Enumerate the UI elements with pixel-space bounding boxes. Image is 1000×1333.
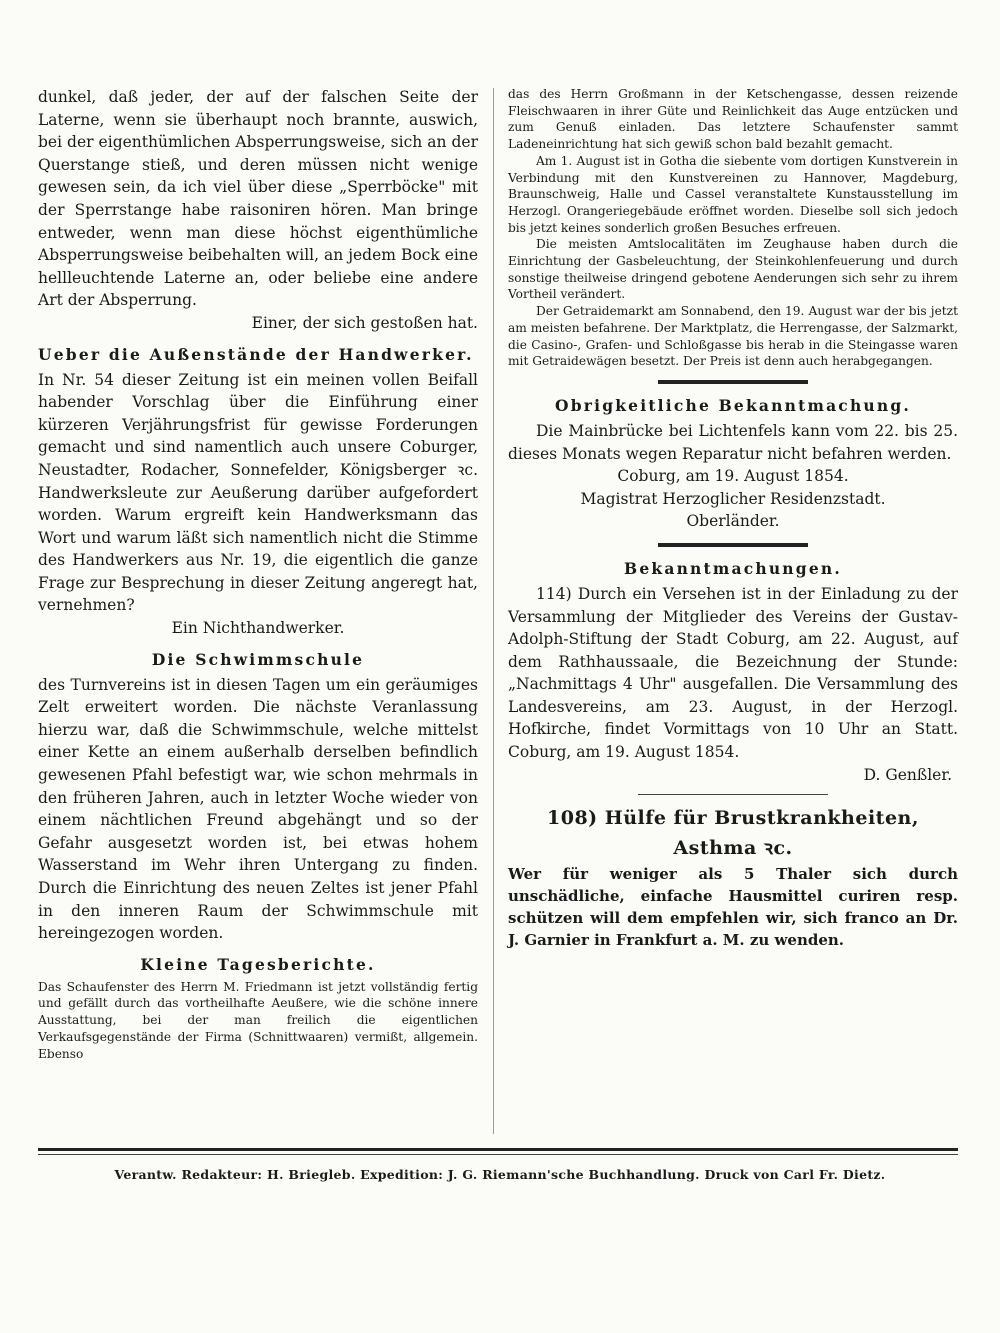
imprint-line: Verantw. Redakteur: H. Briegleb. Expedition: J. G. Riemann'sche Buchhandlung. Druck von Carl Fr. Dietz. [114,1167,886,1182]
notice-paragraph: Die Mainbrücke bei Lichtenfels kann vom 22. bis 25. dieses Monats wegen Reparatur nicht befahren werden. [508,421,958,463]
notice-signature: Oberländer. [686,512,780,531]
section-rule [658,380,808,384]
article-paragraph: das des Herrn Großmann in der Ketschengasse, dessen reizende Fleischwaaren in ihrer Güte und Reinlichkeit das Auge entzücken und zum Genuß einladen. Das letztere Schaufenster sammt Ladeneinrichtung hat sich gewiß schon bald bezahlt gemacht. [508,87,958,152]
advertisement-subheadline: Asthma ꝛc. [673,837,793,860]
article-paragraph: In Nr. 54 dieser Zeitung ist ein meinen vollen Beifall habender Vorschlag über die Einführung einer kürzeren Verjährungsfrist für gewisse Forderungen gemacht und sind namentlich auch unsere Coburger, Neustadter, Rodacher, Sonnefelder, Königsberger ꝛc. Handwerksleute zur Aeußerung darüber aufgefordert worden. Warum ergreift kein Handwerksmann das Wort und warum läßt sich namentlich nicht die Stimme des Handwerkers aus Nr. 19, die eigentlich die ganze Frage zur Besprechung in dieser Zeitung angeregt hat, vernehmen? [38,370,478,615]
left-column [38,86,478,1062]
section-rule [638,794,828,795]
notice-signature: D. Genßler. [863,765,952,784]
footer-rule [38,1148,958,1151]
right-column [508,86,958,951]
section-rule [658,543,808,547]
article-signature: Ein Nichthandwerker. [171,619,345,638]
article-paragraph: Am 1. August ist in Gotha die siebente vom dortigen Kunstverein in Verbindung mit den Kunstvereinen zu Hannover, Magdeburg, Braunschweig, Halle und Cassel veranstaltete Kunstausstellung im Herzogl. Orangeriegebäude eröffnet worden. Dieselbe soll sich jedoch bis jetzt keines sonderlich großen Besuches erfreuen. [508,153,958,235]
column-divider [493,88,494,1134]
article-heading: Kleine Tagesberichte. [140,954,376,974]
notice-authority: Magistrat Herzoglicher Residenzstadt. [580,489,886,508]
section-heading: Obrigkeitliche Bekanntmachung. [555,395,911,415]
notice-paragraph: 114) Durch ein Versehen ist in der Einladung zu der Versammlung der Mitglieder des Vereins der Gustav-Adolph-Stiftung der Stadt Coburg, am 22. August, auf dem Rathhaussaale, die Bezeichnung der Stunde: „Nachmittags 4 Uhr" ausgefallen. Die Versammlung des Landesvereins, am 23. August, in der Herzogl. Hofkirche, findet Vormittags von 10 Uhr an Statt. Coburg, am 19. August 1854. [508,584,958,762]
article-paragraph: Die meisten Amtslocalitäten im Zeughause haben durch die Einrichtung der Gasbeleuchtung, der Steinkohlenfeuerung und durch sonstige theilweise dringend gebotene Aenderungen sich sehr zu ihrem Vortheil verändert. [508,237,958,302]
article-heading: Ueber die Außenstände der Handwerker. [38,344,474,364]
article-signature: Einer, der sich gestoßen hat. [251,313,478,332]
article-paragraph: Der Getraidemarkt am Sonnabend, den 19. August war der bis jetzt am meisten befahrene. Der Marktplatz, die Herrengasse, der Salzmarkt, die Casino-, Grafen- und Schloßgasse bis herab in die Steingasse waren mit Getraidewägen besetzt. Der Preis ist denn auch herabgegangen. [508,304,958,369]
advertisement-text: Wer für weniger als 5 Thaler sich durch unschädliche, einfache Hausmittel curiren resp. schützen will dem empfehlen wir, sich franco an Dr. J. Garnier in Frankfurt a. M. zu wenden. [508,865,958,950]
article-paragraph: des Turnvereins ist in diesen Tagen um ein geräumiges Zelt erweitert worden. Die nächste Veranlassung hierzu war, daß die Schwimmschule, welche mittelst einer Kette an einem außerhalb derselben befindlich gewesenen Pfahl befestigt war, wie schon mehrmals in den früheren Jahren, auch in letzter Woche wieder von einem nächtlichen Freund abgehängt und so der Gefahr ausgesetzt worden ist, bei etwas hohem Wasserstand im Wehr ihren Untergang zu finden. Durch die Einrichtung des neuen Zeltes ist jener Pfahl in den inneren Raum der Schwimmschule mit hereingezogen worden. [38,675,478,943]
footer-rule [38,1154,958,1155]
article-heading: Die Schwimmschule [151,649,365,669]
section-heading: Bekanntmachungen. [624,558,842,578]
notice-place-date: Coburg, am 19. August 1854. [617,467,849,486]
article-paragraph: Das Schaufenster des Herrn M. Friedmann ist jetzt vollständig fertig und gefällt durch das vortheilhafte Aeußere, wie die schöne innere Ausstattung, bei der man freilich die eigentlichen Verkaufsgegenstände der Firma (Schnittwaaren) vermißt, allgemein. Ebenso [38,979,478,1061]
article-paragraph: dunkel, daß jeder, der auf der falschen Seite der Laterne, wenn sie überhaupt noch brannte, auswich, bei der eigenthümlichen Absperrungsweise, sich an der Querstange stieß, und deren müssen nicht wenige gewesen sein, da ich viel über diese „Sperrböcke" mit der Sperrstange habe raisoniren hören. Man bringe entweder, wenn man diese höchst eigenthümliche Absperrungsweise beibehalten will, an jedem Bock eine hellleuchtende Laterne an, oder beliebe eine andere Art der Absperrung. [38,88,478,310]
advertisement-headline: 108) Hülfe für Brustkrankheiten, [547,807,919,830]
